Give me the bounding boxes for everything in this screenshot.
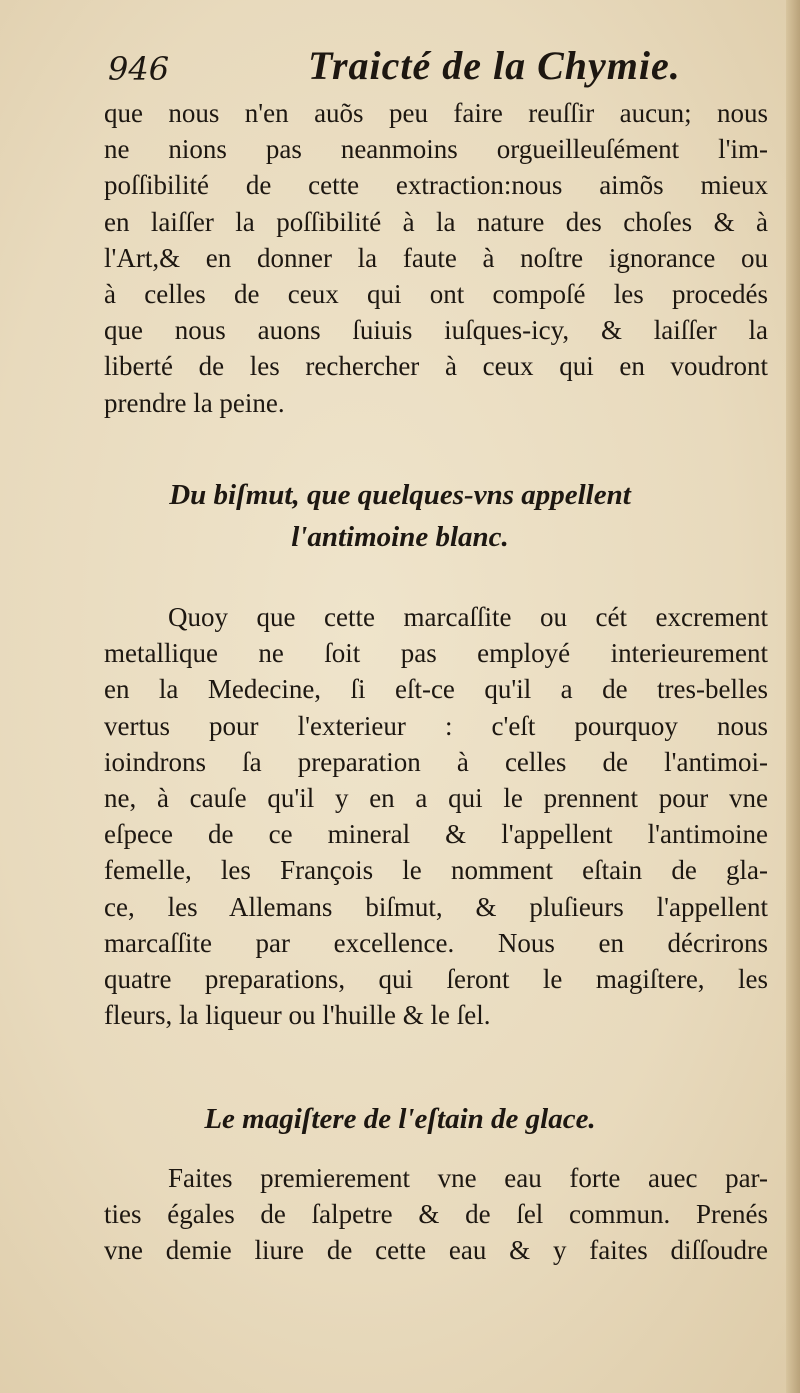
text-line: vne demie liure de cette eau & y faites diſſoudre bbox=[104, 1235, 768, 1266]
paragraph-1 bbox=[104, 95, 768, 421]
text-line: liberté de les rechercher à ceux qui en voudront bbox=[104, 351, 768, 382]
text-line: l'Art,& en donner la faute à noſtre ignorance ou bbox=[104, 242, 768, 273]
text-line: marcaſſite par excellence. Nous en décrirons bbox=[104, 927, 768, 958]
page-header bbox=[108, 42, 708, 96]
text-line: vertus pour l'exterieur : c'eſt pourquoy nous bbox=[104, 710, 768, 741]
text-line: ne, à cauſe qu'il y en a qui le prennent pour vne bbox=[104, 782, 768, 813]
text-line: ties égales de ſalpetre & de ſel commun. Prenés bbox=[104, 1199, 768, 1230]
section-heading-bismuth bbox=[0, 474, 800, 558]
text-line: prendre la peine. bbox=[104, 387, 285, 418]
text-line: quatre preparations, qui ſeront le magiſtere, les bbox=[104, 963, 768, 994]
paragraph-3 bbox=[104, 1160, 768, 1269]
text-line: metallique ne ſoit pas employé interieurement bbox=[104, 638, 768, 669]
heading-line: l'antimoine blanc. bbox=[291, 521, 509, 553]
text-line: eſpece de ce mineral & l'appellent l'antimoine bbox=[104, 819, 768, 850]
text-line: ioindrons ſa preparation à celles de l'antimoi- bbox=[104, 746, 768, 777]
text-line: à celles de ceux qui ont compoſé les procedés bbox=[104, 278, 768, 309]
text-line: que nous n'en auõs peu faire reuſſir aucun; nous bbox=[104, 98, 768, 128]
text-line: femelle, les François le nomment eſtain de gla- bbox=[104, 855, 768, 886]
text-line: en laiſſer la poſſibilité à la nature des choſes & à bbox=[104, 206, 768, 237]
text-line: fleurs, la liqueur ou l'huille & le ſel. bbox=[104, 1000, 491, 1031]
text-line: que nous auons ſuiuis iuſques-icy, & laiſſer la bbox=[104, 315, 768, 346]
text-line: Faites premierement vne eau forte auec par- bbox=[168, 1163, 768, 1193]
section-heading-magistery: Le magiſtere de l'eſtain de glace. bbox=[204, 1103, 596, 1135]
text-line: Quoy que cette marcaſſite ou cét excrement bbox=[168, 602, 768, 632]
text-line: poſſibilité de cette extraction:nous aimõs mieux bbox=[104, 170, 768, 201]
page-number: 946 bbox=[108, 50, 170, 88]
running-title: Traicté de la Chymie. bbox=[308, 43, 681, 88]
heading-line: Du biſmut, que quelques-vns appellent bbox=[169, 479, 631, 511]
paragraph-2 bbox=[104, 599, 768, 1033]
text-line: en la Medecine, ſi eſt-ce qu'il a de tres-belles bbox=[104, 674, 768, 705]
page-gutter bbox=[786, 0, 800, 1393]
text-line: ne nions pas neanmoins orgueilleuſément l'im- bbox=[104, 134, 768, 165]
text-line: ce, les Allemans biſmut, & pluſieurs l'appellent bbox=[104, 891, 768, 922]
